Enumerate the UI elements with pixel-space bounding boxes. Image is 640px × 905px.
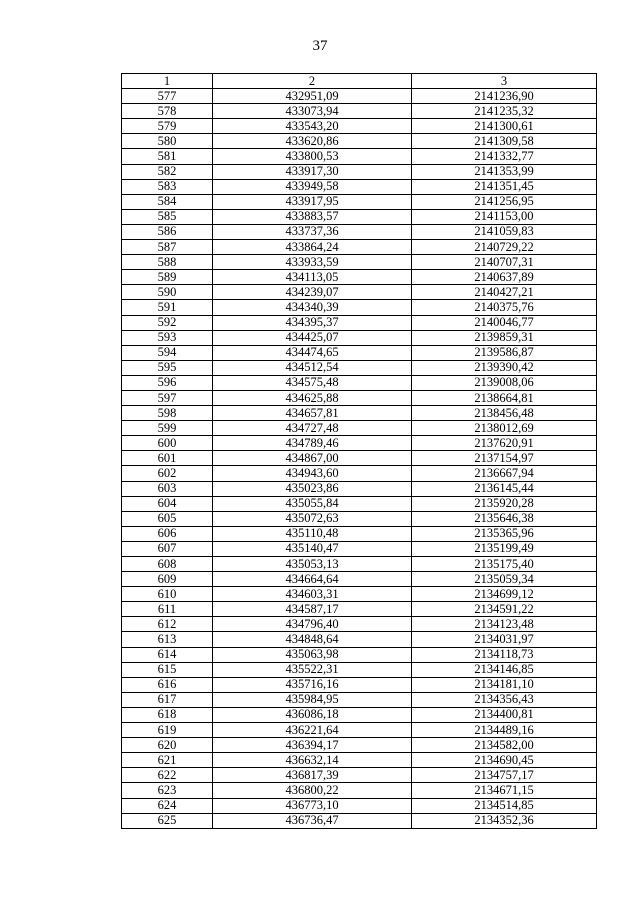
y-coordinate-cell: 2141153,00 [412,209,597,224]
y-coordinate-cell: 2138664,81 [412,390,597,405]
y-coordinate-cell: 2139859,31 [412,330,597,345]
point-number-cell: 589 [122,270,213,285]
point-number-cell: 621 [122,753,213,768]
point-number-cell: 607 [122,541,213,556]
point-number-cell: 583 [122,179,213,194]
table-row [122,390,597,405]
table-row [122,602,597,617]
point-number-cell: 584 [122,194,213,209]
table-row [122,255,597,270]
x-coordinate-cell: 434587,17 [213,602,412,617]
x-coordinate-cell: 433737,36 [213,224,412,239]
point-number-cell: 600 [122,436,213,451]
y-coordinate-cell: 2134757,17 [412,768,597,783]
x-coordinate-cell: 435072,63 [213,511,412,526]
column-header-3: 3 [412,74,597,89]
table-row [122,496,597,511]
x-coordinate-cell: 433917,95 [213,194,412,209]
x-coordinate-cell: 434425,07 [213,330,412,345]
table-row [122,647,597,662]
table-row [122,360,597,375]
point-number-cell: 585 [122,209,213,224]
point-number-cell: 588 [122,255,213,270]
y-coordinate-cell: 2141300,61 [412,119,597,134]
x-coordinate-cell: 434867,00 [213,451,412,466]
x-coordinate-cell: 432951,09 [213,89,412,104]
x-coordinate-cell: 434727,48 [213,421,412,436]
point-number-cell: 590 [122,285,213,300]
y-coordinate-cell: 2138456,48 [412,406,597,421]
table-row [122,587,597,602]
x-coordinate-cell: 433917,30 [213,164,412,179]
table-row [122,511,597,526]
table-row [122,753,597,768]
x-coordinate-cell: 436221,64 [213,723,412,738]
x-coordinate-cell: 435716,16 [213,677,412,692]
table-row [122,270,597,285]
y-coordinate-cell: 2141236,90 [412,89,597,104]
table-row [122,572,597,587]
y-coordinate-cell: 2134699,12 [412,587,597,602]
table-row [122,632,597,647]
table-row [122,692,597,707]
table-row [122,436,597,451]
x-coordinate-cell: 435110,48 [213,526,412,541]
x-coordinate-cell: 436773,10 [213,798,412,813]
point-number-cell: 604 [122,496,213,511]
point-number-cell: 625 [122,813,213,828]
coordinates-table [121,73,597,829]
x-coordinate-cell: 433949,58 [213,179,412,194]
table-row [122,768,597,783]
x-coordinate-cell: 433864,24 [213,240,412,255]
x-coordinate-cell: 436394,17 [213,738,412,753]
x-coordinate-cell: 436632,14 [213,753,412,768]
y-coordinate-cell: 2141351,45 [412,179,597,194]
table-row [122,179,597,194]
y-coordinate-cell: 2140707,31 [412,255,597,270]
table-row [122,240,597,255]
x-coordinate-cell: 435053,13 [213,557,412,572]
table-row [122,707,597,722]
x-coordinate-cell: 434575,48 [213,375,412,390]
table-row [122,134,597,149]
point-number-cell: 595 [122,360,213,375]
y-coordinate-cell: 2140729,22 [412,240,597,255]
point-number-cell: 592 [122,315,213,330]
y-coordinate-cell: 2134591,22 [412,602,597,617]
page-number: 37 [312,38,328,54]
y-coordinate-cell: 2141353,99 [412,164,597,179]
point-number-cell: 577 [122,89,213,104]
table-row [122,119,597,134]
table-row [122,421,597,436]
x-coordinate-cell: 436736,47 [213,813,412,828]
y-coordinate-cell: 2134400,81 [412,707,597,722]
table-row [122,662,597,677]
y-coordinate-cell: 2141235,32 [412,104,597,119]
table-body [122,89,597,829]
y-coordinate-cell: 2134352,36 [412,813,597,828]
table-row [122,617,597,632]
table-row [122,315,597,330]
x-coordinate-cell: 435055,84 [213,496,412,511]
x-coordinate-cell: 434657,81 [213,406,412,421]
x-coordinate-cell: 434789,46 [213,436,412,451]
x-coordinate-cell: 434603,31 [213,587,412,602]
table-row [122,677,597,692]
y-coordinate-cell: 2141256,95 [412,194,597,209]
x-coordinate-cell: 435522,31 [213,662,412,677]
table-row [122,209,597,224]
point-number-cell: 618 [122,707,213,722]
y-coordinate-cell: 2136667,94 [412,466,597,481]
y-coordinate-cell: 2134181,10 [412,677,597,692]
point-number-cell: 606 [122,526,213,541]
point-number-cell: 620 [122,738,213,753]
y-coordinate-cell: 2136145,44 [412,481,597,496]
point-number-cell: 624 [122,798,213,813]
y-coordinate-cell: 2140427,21 [412,285,597,300]
point-number-cell: 596 [122,375,213,390]
point-number-cell: 616 [122,677,213,692]
point-number-cell: 599 [122,421,213,436]
y-coordinate-cell: 2134356,43 [412,692,597,707]
y-coordinate-cell: 2134514,85 [412,798,597,813]
point-number-cell: 586 [122,224,213,239]
x-coordinate-cell: 435063,98 [213,647,412,662]
table-row [122,783,597,798]
y-coordinate-cell: 2134118,73 [412,647,597,662]
table-row [122,149,597,164]
table-row [122,345,597,360]
table-row [122,526,597,541]
x-coordinate-cell: 435023,86 [213,481,412,496]
table-row [122,557,597,572]
y-coordinate-cell: 2139586,87 [412,345,597,360]
table-row [122,541,597,556]
x-coordinate-cell: 436800,22 [213,783,412,798]
point-number-cell: 581 [122,149,213,164]
y-coordinate-cell: 2134031,97 [412,632,597,647]
point-number-cell: 579 [122,119,213,134]
point-number-cell: 578 [122,104,213,119]
y-coordinate-cell: 2141059,83 [412,224,597,239]
x-coordinate-cell: 433933,59 [213,255,412,270]
y-coordinate-cell: 2139390,42 [412,360,597,375]
x-coordinate-cell: 434943,60 [213,466,412,481]
point-number-cell: 611 [122,602,213,617]
y-coordinate-cell: 2135920,28 [412,496,597,511]
column-header-2: 2 [213,74,412,89]
point-number-cell: 622 [122,768,213,783]
column-header-1: 1 [122,74,213,89]
y-coordinate-cell: 2134489,16 [412,723,597,738]
y-coordinate-cell: 2139008,06 [412,375,597,390]
x-coordinate-cell: 434239,07 [213,285,412,300]
y-coordinate-cell: 2134146,85 [412,662,597,677]
x-coordinate-cell: 433073,94 [213,104,412,119]
table-row [122,375,597,390]
y-coordinate-cell: 2134690,45 [412,753,597,768]
point-number-cell: 598 [122,406,213,421]
x-coordinate-cell: 435140,47 [213,541,412,556]
point-number-cell: 619 [122,723,213,738]
point-number-cell: 601 [122,451,213,466]
x-coordinate-cell: 434113,05 [213,270,412,285]
table-row [122,451,597,466]
point-number-cell: 582 [122,164,213,179]
header-row [122,74,597,89]
point-number-cell: 608 [122,557,213,572]
x-coordinate-cell: 434474,65 [213,345,412,360]
y-coordinate-cell: 2135175,40 [412,557,597,572]
point-number-cell: 614 [122,647,213,662]
table-row [122,798,597,813]
y-coordinate-cell: 2138012,69 [412,421,597,436]
x-coordinate-cell: 434625,88 [213,390,412,405]
table-row [122,164,597,179]
table-row [122,406,597,421]
y-coordinate-cell: 2137620,91 [412,436,597,451]
point-number-cell: 610 [122,587,213,602]
table-header [122,74,597,89]
x-coordinate-cell: 436817,39 [213,768,412,783]
y-coordinate-cell: 2141309,58 [412,134,597,149]
y-coordinate-cell: 2135059,34 [412,572,597,587]
point-number-cell: 593 [122,330,213,345]
x-coordinate-cell: 435984,95 [213,692,412,707]
y-coordinate-cell: 2141332,77 [412,149,597,164]
x-coordinate-cell: 434848,64 [213,632,412,647]
table-row [122,194,597,209]
x-coordinate-cell: 436086,18 [213,707,412,722]
point-number-cell: 615 [122,662,213,677]
y-coordinate-cell: 2135199,49 [412,541,597,556]
y-coordinate-cell: 2134123,48 [412,617,597,632]
x-coordinate-cell: 433883,57 [213,209,412,224]
x-coordinate-cell: 433543,20 [213,119,412,134]
table-row [122,104,597,119]
table-row [122,481,597,496]
point-number-cell: 591 [122,300,213,315]
point-number-cell: 617 [122,692,213,707]
table-row [122,330,597,345]
point-number-cell: 613 [122,632,213,647]
x-coordinate-cell: 434796,40 [213,617,412,632]
table-row [122,466,597,481]
y-coordinate-cell: 2135365,96 [412,526,597,541]
y-coordinate-cell: 2140046,77 [412,315,597,330]
x-coordinate-cell: 433800,53 [213,149,412,164]
point-number-cell: 594 [122,345,213,360]
x-coordinate-cell: 434340,39 [213,300,412,315]
y-coordinate-cell: 2134671,15 [412,783,597,798]
point-number-cell: 603 [122,481,213,496]
x-coordinate-cell: 434395,37 [213,315,412,330]
y-coordinate-cell: 2140375,76 [412,300,597,315]
x-coordinate-cell: 433620,86 [213,134,412,149]
x-coordinate-cell: 434664,64 [213,572,412,587]
table-row [122,813,597,828]
point-number-cell: 587 [122,240,213,255]
y-coordinate-cell: 2135646,38 [412,511,597,526]
y-coordinate-cell: 2134582,00 [412,738,597,753]
table-row [122,285,597,300]
point-number-cell: 597 [122,390,213,405]
x-coordinate-cell: 434512,54 [213,360,412,375]
point-number-cell: 623 [122,783,213,798]
table-row [122,89,597,104]
point-number-cell: 602 [122,466,213,481]
y-coordinate-cell: 2137154,97 [412,451,597,466]
point-number-cell: 580 [122,134,213,149]
y-coordinate-cell: 2140637,89 [412,270,597,285]
table-row [122,738,597,753]
point-number-cell: 612 [122,617,213,632]
table-row [122,300,597,315]
point-number-cell: 609 [122,572,213,587]
point-number-cell: 605 [122,511,213,526]
table-row [122,224,597,239]
table-row [122,723,597,738]
